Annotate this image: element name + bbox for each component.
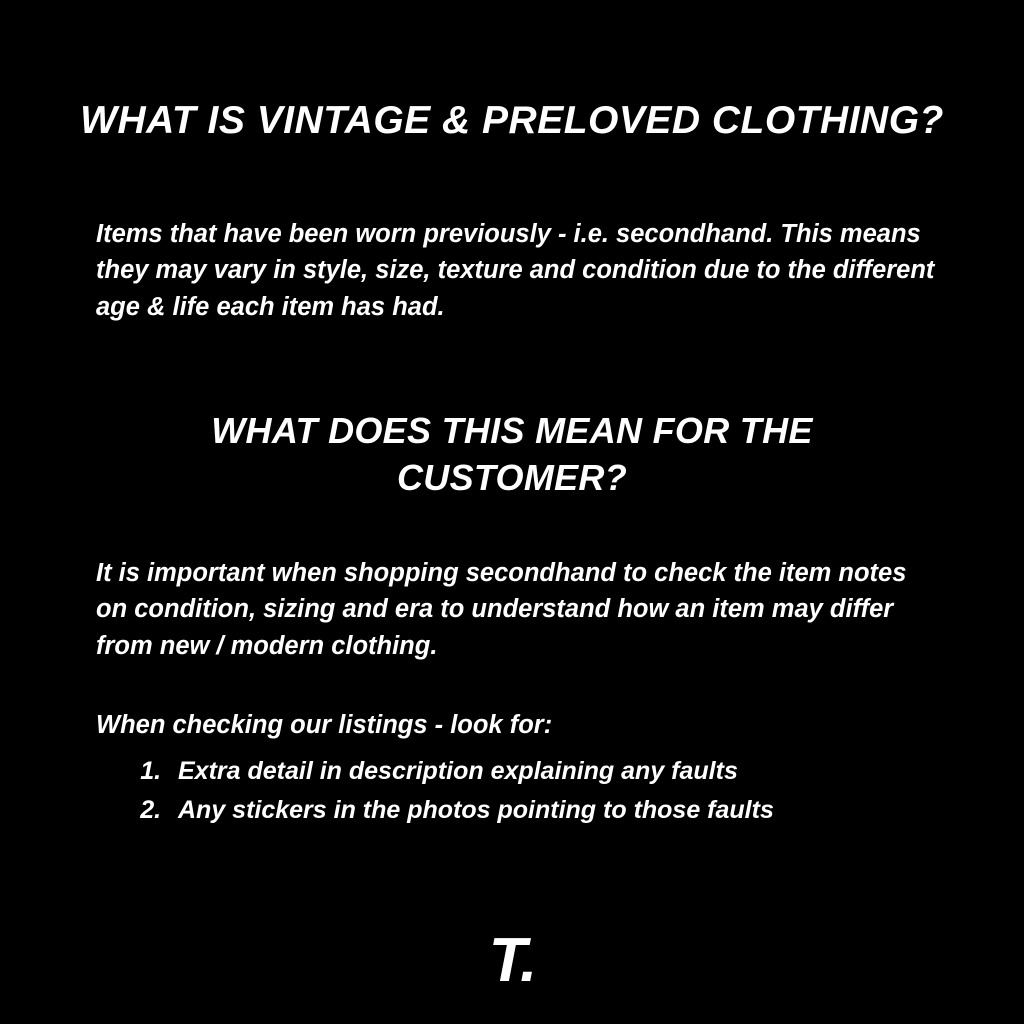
- paragraph-look-for: When checking our listings - look for:: [96, 710, 553, 739]
- section-heading-customer: WHAT DOES THIS MEAN FOR THE CUSTOMER?: [211, 409, 813, 498]
- checklist: [120, 752, 1024, 829]
- list-item: 1. Extra detail in description explaining any faults: [168, 752, 1024, 791]
- paragraph-customer-guidance: It is important when shopping secondhand to check the item notes on condition, sizing and era to understand how an item may differ from new / modern clothing.: [96, 558, 907, 660]
- list-item: 2. Any stickers in the photos pointing to those faults: [168, 791, 1024, 830]
- paragraph-definition: Items that have been worn previously - i.e. secondhand. This means they may vary in style, size, texture and condition due to the different age & life each item has had.: [96, 219, 935, 321]
- page-title: WHAT IS VINTAGE & PRELOVED CLOTHING?: [80, 99, 944, 143]
- brand-logo: T.: [488, 926, 536, 995]
